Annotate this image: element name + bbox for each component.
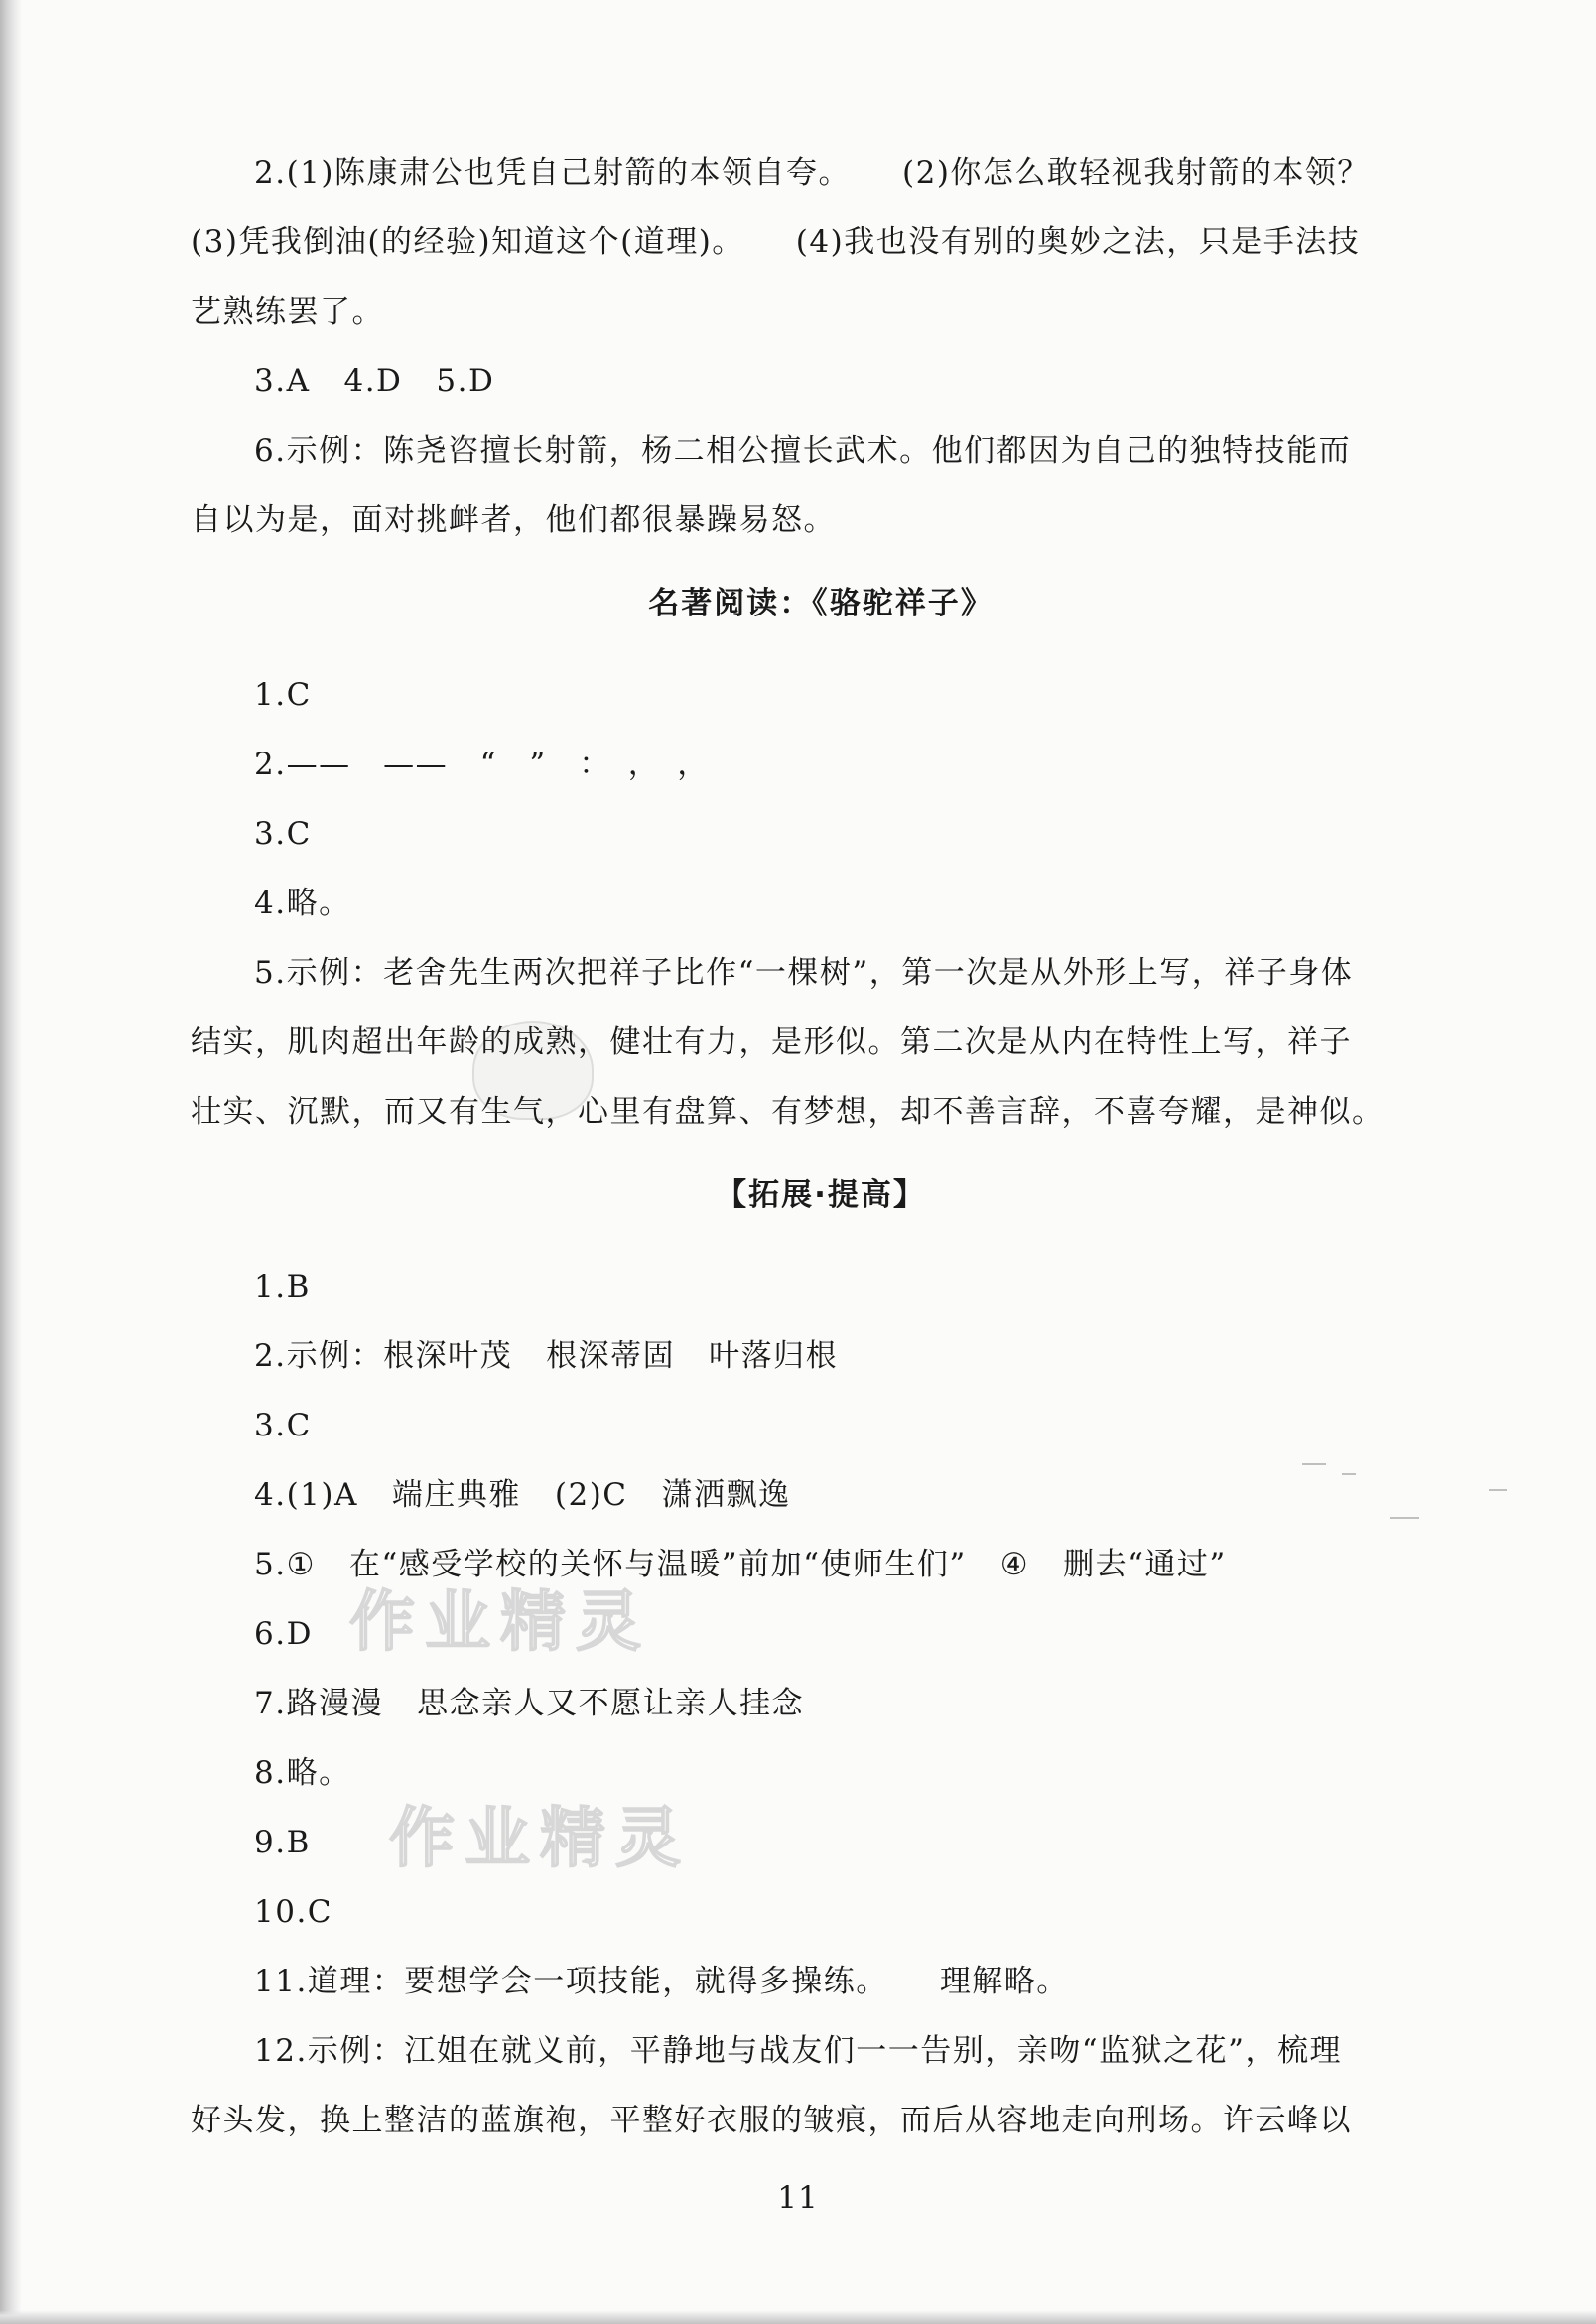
answer-text: 在“感受学校的关怀与温暖”前加“使师生们” [348, 1547, 967, 1582]
answer-line [191, 1326, 1451, 1396]
answer-text: 3.A [254, 363, 311, 399]
answer-line [191, 735, 1451, 804]
answer-line [191, 1082, 1451, 1152]
scan-edge-left [0, 0, 22, 2324]
answer-text: 10.C [254, 1894, 333, 1930]
answer-text: 艺熟练罢了。 [191, 294, 384, 330]
answer-line [191, 943, 1451, 1013]
answer-line [191, 1743, 1451, 1813]
answer-text: 思念亲人又不愿让亲人挂念 [417, 1686, 805, 1721]
answer-text: 2.—— —— “ ” ： ， ， [254, 747, 710, 782]
answer-line [191, 1604, 1451, 1674]
answer-text: ④ [999, 1547, 1030, 1582]
answer-text: 3.C [254, 1408, 312, 1443]
answer-text: 5.示例：老舍先生两次把祥子比作“一棵树”，第一次是从外形上写，祥子身体 [254, 955, 1354, 991]
answer-text: 1.C [254, 677, 312, 713]
answer-text: 端庄典雅 [391, 1477, 521, 1513]
answer-text: 壮实、沉默，而又有生气，心里有盘算、有梦想，却不善言辞，不喜夸耀，是神似。 [191, 1094, 1385, 1130]
answer-text: 9.B [254, 1825, 311, 1860]
answer-text: 12.示例：江姐在就义前，平静地与战友们一一告别，亲吻“监狱之花”，梳理 [254, 2033, 1342, 2069]
answer-line [191, 874, 1451, 943]
answer-text: (4)我也没有别的奥妙之法，只是手法技 [795, 224, 1361, 260]
answer-line [191, 1013, 1451, 1082]
answer-text: 2.示例：根深叶茂 [254, 1338, 513, 1374]
answer-text: 5.D [436, 363, 495, 399]
section-heading: 名著阅读：《骆驼祥子》 [648, 586, 994, 621]
answer-line [191, 1535, 1451, 1604]
answer-text: (3)凭我倒油(的经验)知道这个(道理)。 [191, 224, 744, 260]
answer-text: 3.C [254, 816, 312, 852]
answer-line [191, 282, 1451, 351]
answer-text: 1.B [254, 1269, 311, 1304]
answer-text: 结实，肌肉超出年龄的成熟，健壮有力，是形似。第二次是从内在特性上写，祥子 [191, 1025, 1352, 1060]
answer-line [191, 1465, 1451, 1535]
answer-line [191, 665, 1451, 735]
answer-line [191, 2021, 1451, 2091]
answer-text: 删去“通过” [1063, 1547, 1227, 1582]
section-heading: 【拓展·提高】 [716, 1177, 926, 1213]
answer-text: 根深蒂固 [546, 1338, 676, 1374]
scan-speck [1489, 1489, 1507, 1491]
watermark: 作业精灵 [389, 1800, 691, 1876]
answer-line [191, 2091, 1451, 2160]
answer-text: (2)C [554, 1477, 628, 1513]
answer-content [191, 143, 1451, 2160]
answer-text: 4.略。 [254, 886, 351, 921]
answer-line [191, 804, 1451, 874]
answer-text: 好头发，换上整洁的蓝旗袍，平整好衣服的皱痕，而后从容地走向刑场。许云峰以 [191, 2103, 1352, 2138]
answer-line [191, 351, 1451, 421]
answer-line [191, 421, 1451, 490]
answer-text: 8.略。 [254, 1755, 351, 1791]
answer-line [191, 212, 1451, 282]
answer-text: 叶落归根 [709, 1338, 839, 1374]
answer-text: 7.路漫漫 [254, 1686, 384, 1721]
answer-text: 6.示例：陈尧咨擅长射箭，杨二相公擅长武术。他们都因为自己的独特技能而 [254, 433, 1352, 469]
watermark: 作业精灵 [349, 1583, 651, 1660]
answer-text: (2)你怎么敢轻视我射箭的本领？ [902, 155, 1370, 191]
answer-line [191, 1396, 1451, 1465]
answer-line [191, 1952, 1451, 2021]
answer-text: 4.(1)A [254, 1477, 358, 1513]
answer-text: 自以为是，面对挑衅者，他们都很暴躁易怒。 [191, 502, 836, 538]
scan-edge-bottom [0, 2310, 1596, 2324]
answer-line [191, 1813, 1451, 1882]
answer-text: 6.D [254, 1616, 313, 1652]
answer-text: 潇洒飘逸 [661, 1477, 791, 1513]
page-number: 11 [777, 2180, 819, 2216]
answer-text: 2.(1)陈康肃公也凭自己射箭的本领自夸。 [254, 155, 851, 191]
answer-line [191, 1674, 1451, 1743]
answer-line [191, 1882, 1451, 1952]
answer-text: 11.道理：要想学会一项技能，就得多操练。 [254, 1964, 888, 1999]
answer-line [191, 490, 1451, 560]
answer-text: 5.① [254, 1547, 316, 1582]
answer-text: 4.D [343, 363, 403, 399]
answer-line [191, 1257, 1451, 1326]
answer-line [191, 143, 1451, 212]
answer-text: 理解略。 [939, 1964, 1069, 1999]
